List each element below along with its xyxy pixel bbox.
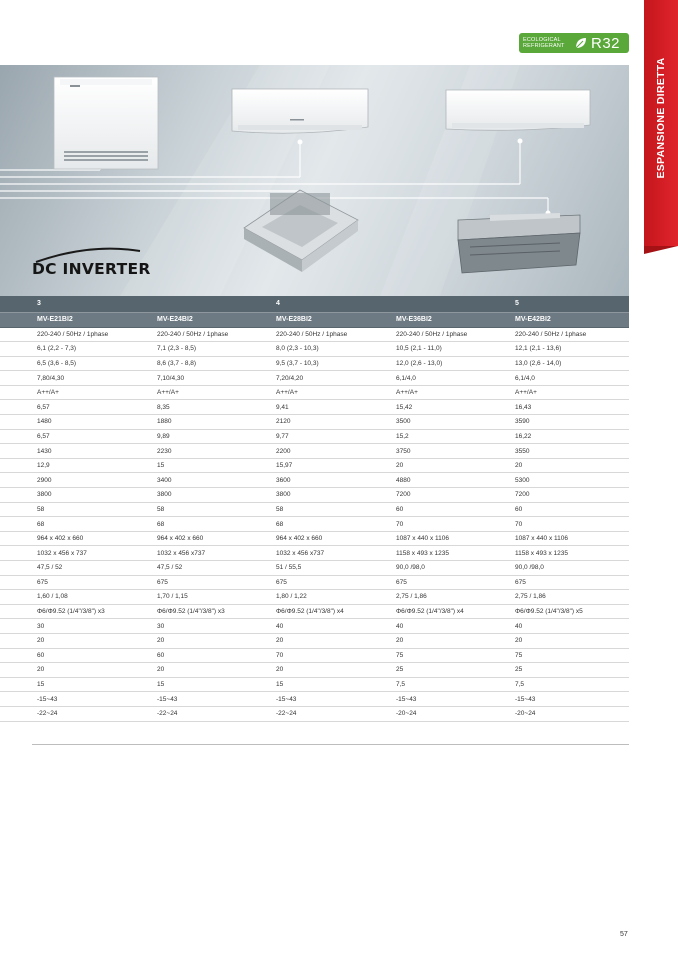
table-cell: 964 x 402 x 660 bbox=[239, 531, 359, 546]
table-cell: 964 x 402 x 660 bbox=[0, 531, 120, 546]
table-cell: 5 bbox=[478, 296, 629, 312]
table-cell: A++/A+ bbox=[359, 385, 478, 400]
eco-badge-line1: ECOLOGICAL bbox=[523, 37, 561, 43]
table-cell: A++/A+ bbox=[120, 385, 239, 400]
table-cell: 20 bbox=[239, 663, 359, 678]
table-cell: 2200 bbox=[239, 444, 359, 459]
specifications-table bbox=[0, 296, 629, 722]
table-cell: 1,60 / 1,08 bbox=[0, 590, 120, 605]
table-cell: 7,20/4,20 bbox=[239, 371, 359, 386]
dc-inverter-logo: DC INVERTER bbox=[32, 260, 151, 278]
eco-badge-line2: REFRIGERANT bbox=[523, 43, 565, 49]
table-cell: 8,6 (3,7 - 8,8) bbox=[120, 356, 239, 371]
table-cell: 90,0 /98,0 bbox=[359, 561, 478, 576]
table-bottom-rule bbox=[32, 744, 629, 745]
table-cell: Φ6/Φ9.52 (1/4"/3/8") x5 bbox=[478, 604, 629, 619]
table-row bbox=[0, 633, 629, 648]
table-row bbox=[0, 575, 629, 590]
table-cell: A++/A+ bbox=[478, 385, 629, 400]
table-cell: 10,5 (2,1 - 11,0) bbox=[359, 342, 478, 357]
table-cell: MV-E21BI2 bbox=[0, 312, 120, 327]
table-row bbox=[0, 356, 629, 371]
table-cell: 1,80 / 1,22 bbox=[239, 590, 359, 605]
table-cell: 47,5 / 52 bbox=[0, 561, 120, 576]
table-cell: A++/A+ bbox=[239, 385, 359, 400]
wall-unit-2 bbox=[446, 90, 590, 130]
table-cell: 3800 bbox=[0, 488, 120, 503]
table-cell: 2120 bbox=[239, 415, 359, 430]
table-cell: 7,10/4,30 bbox=[120, 371, 239, 386]
table-cell: Φ6/Φ9.52 (1/4"/3/8") x4 bbox=[239, 604, 359, 619]
table-cell: 7,5 bbox=[478, 677, 629, 692]
table-cell: -15~43 bbox=[359, 692, 478, 707]
table-cell: 15 bbox=[0, 677, 120, 692]
table-cell: 12,0 (2,6 - 13,0) bbox=[359, 356, 478, 371]
table-cell: 15,42 bbox=[359, 400, 478, 415]
table-row bbox=[0, 444, 629, 459]
table-cell: -15~43 bbox=[120, 692, 239, 707]
table-row bbox=[0, 648, 629, 663]
table-cell: MV-E36BI2 bbox=[359, 312, 478, 327]
table-cell: -22~24 bbox=[120, 706, 239, 721]
table-cell: 6,57 bbox=[0, 400, 120, 415]
table-row bbox=[0, 604, 629, 619]
table-cell: 15 bbox=[239, 677, 359, 692]
table-cell: 15 bbox=[120, 458, 239, 473]
ecological-refrigerant-badge bbox=[519, 33, 629, 53]
table-cell: 1480 bbox=[0, 415, 120, 430]
table-row bbox=[0, 561, 629, 576]
table-cell: 68 bbox=[120, 517, 239, 532]
table-cell: 9,77 bbox=[239, 429, 359, 444]
table-cell: 25 bbox=[359, 663, 478, 678]
table-cell: 6,1/4,0 bbox=[478, 371, 629, 386]
section-side-tab-label: ESPANSIONE DIRETTA bbox=[655, 57, 667, 179]
table-row bbox=[0, 371, 629, 386]
table-cell: 6,57 bbox=[0, 429, 120, 444]
table-cell: -15~43 bbox=[0, 692, 120, 707]
page-number: 57 bbox=[620, 931, 628, 938]
table-cell: 675 bbox=[478, 575, 629, 590]
table-cell: 4880 bbox=[359, 473, 478, 488]
wall-unit-1 bbox=[232, 89, 368, 133]
table-cell: 30 bbox=[0, 619, 120, 634]
table-cell: 60 bbox=[478, 502, 629, 517]
table-cell: 30 bbox=[120, 619, 239, 634]
table-cell: 675 bbox=[120, 575, 239, 590]
table-row bbox=[0, 342, 629, 357]
specifications-table-body bbox=[0, 296, 629, 721]
table-cell: 9,89 bbox=[120, 429, 239, 444]
table-cell: 20 bbox=[120, 633, 239, 648]
table-cell: 20 bbox=[239, 633, 359, 648]
table-cell: Φ6/Φ9.52 (1/4"/3/8") x3 bbox=[120, 604, 239, 619]
table-cell: 58 bbox=[120, 502, 239, 517]
table-cell: 6,5 (3,6 - 8,5) bbox=[0, 356, 120, 371]
table-row bbox=[0, 415, 629, 430]
table-cell: 3750 bbox=[359, 444, 478, 459]
table-cell: 8,35 bbox=[120, 400, 239, 415]
model-header-row bbox=[0, 312, 629, 327]
table-cell: 675 bbox=[239, 575, 359, 590]
table-row bbox=[0, 488, 629, 503]
table-row bbox=[0, 473, 629, 488]
table-cell: 20 bbox=[359, 633, 478, 648]
table-cell: 1158 x 493 x 1235 bbox=[359, 546, 478, 561]
refrigerant-label: R32 bbox=[591, 34, 621, 52]
table-cell: 3400 bbox=[120, 473, 239, 488]
table-cell: 90,0 /98,0 bbox=[478, 561, 629, 576]
table-cell: 2900 bbox=[0, 473, 120, 488]
table-cell: 12,1 (2,1 - 13,6) bbox=[478, 342, 629, 357]
table-cell: 75 bbox=[478, 648, 629, 663]
table-cell bbox=[120, 296, 239, 312]
table-cell: 20 bbox=[0, 663, 120, 678]
hero-product-image bbox=[0, 65, 629, 296]
table-cell: 675 bbox=[359, 575, 478, 590]
table-cell: 7,5 bbox=[359, 677, 478, 692]
table-cell: 3 bbox=[0, 296, 120, 312]
table-cell: 15,2 bbox=[359, 429, 478, 444]
table-cell: 13,0 (2,6 - 14,0) bbox=[478, 356, 629, 371]
table-cell: 6,1 (2,2 - 7,3) bbox=[0, 342, 120, 357]
table-row bbox=[0, 677, 629, 692]
table-cell: 70 bbox=[239, 648, 359, 663]
table-cell: 7200 bbox=[359, 488, 478, 503]
table-cell: 675 bbox=[0, 575, 120, 590]
table-cell: 58 bbox=[0, 502, 120, 517]
table-cell: -20~24 bbox=[359, 706, 478, 721]
table-row bbox=[0, 327, 629, 342]
table-cell: 2,75 / 1,86 bbox=[478, 590, 629, 605]
table-cell: 60 bbox=[120, 648, 239, 663]
table-row bbox=[0, 692, 629, 707]
table-cell: 15,97 bbox=[239, 458, 359, 473]
table-cell: 3800 bbox=[239, 488, 359, 503]
table-cell: Φ6/Φ9.52 (1/4"/3/8") x3 bbox=[0, 604, 120, 619]
table-row bbox=[0, 619, 629, 634]
table-cell: 20 bbox=[359, 458, 478, 473]
table-row bbox=[0, 385, 629, 400]
table-cell: 70 bbox=[359, 517, 478, 532]
table-cell: 40 bbox=[239, 619, 359, 634]
table-cell: 47,5 / 52 bbox=[120, 561, 239, 576]
table-cell: 964 x 402 x 660 bbox=[120, 531, 239, 546]
table-cell: 1,70 / 1,15 bbox=[120, 590, 239, 605]
table-cell: 3800 bbox=[120, 488, 239, 503]
table-cell: 220-240 / 50Hz / 1phase bbox=[478, 327, 629, 342]
table-cell: MV-E24BI2 bbox=[120, 312, 239, 327]
table-cell: A++/A+ bbox=[0, 385, 120, 400]
table-cell: 40 bbox=[478, 619, 629, 634]
table-cell: 220-240 / 50Hz / 1phase bbox=[0, 327, 120, 342]
table-cell: 3500 bbox=[359, 415, 478, 430]
table-cell: -15~43 bbox=[478, 692, 629, 707]
table-cell: MV-E28BI2 bbox=[239, 312, 359, 327]
leaf-icon bbox=[574, 36, 588, 50]
table-cell: 7200 bbox=[478, 488, 629, 503]
table-cell: 8,0 (2,3 - 10,3) bbox=[239, 342, 359, 357]
outdoor-unit-group-row bbox=[0, 296, 629, 312]
table-cell: 20 bbox=[120, 663, 239, 678]
table-cell: 7,80/4,30 bbox=[0, 371, 120, 386]
table-cell: 1158 x 493 x 1235 bbox=[478, 546, 629, 561]
table-row bbox=[0, 458, 629, 473]
table-cell: 16,22 bbox=[478, 429, 629, 444]
table-cell: 3590 bbox=[478, 415, 629, 430]
table-cell: 60 bbox=[359, 502, 478, 517]
table-cell: 1087 x 440 x 1106 bbox=[478, 531, 629, 546]
table-cell: 1430 bbox=[0, 444, 120, 459]
section-side-tab bbox=[644, 0, 678, 246]
table-cell: 9,41 bbox=[239, 400, 359, 415]
table-cell: -22~24 bbox=[0, 706, 120, 721]
table-cell: 15 bbox=[120, 677, 239, 692]
eco-badge-text bbox=[523, 37, 571, 49]
table-cell bbox=[359, 296, 478, 312]
table-cell: 70 bbox=[478, 517, 629, 532]
table-cell: 58 bbox=[239, 502, 359, 517]
table-cell: 7,1 (2,3 - 8,5) bbox=[120, 342, 239, 357]
table-cell: -20~24 bbox=[478, 706, 629, 721]
table-row bbox=[0, 502, 629, 517]
table-cell: 68 bbox=[0, 517, 120, 532]
ducted-unit bbox=[458, 213, 580, 273]
table-cell: 40 bbox=[359, 619, 478, 634]
table-row bbox=[0, 590, 629, 605]
table-cell: 220-240 / 50Hz / 1phase bbox=[120, 327, 239, 342]
table-cell: 3600 bbox=[239, 473, 359, 488]
table-cell: 1032 x 456 x737 bbox=[239, 546, 359, 561]
table-cell: MV-E42BI2 bbox=[478, 312, 629, 327]
table-cell: 3550 bbox=[478, 444, 629, 459]
table-cell: 1087 x 440 x 1106 bbox=[359, 531, 478, 546]
table-cell: 5300 bbox=[478, 473, 629, 488]
table-row bbox=[0, 546, 629, 561]
table-cell: 220-240 / 50Hz / 1phase bbox=[239, 327, 359, 342]
table-cell: 75 bbox=[359, 648, 478, 663]
table-cell: 20 bbox=[0, 633, 120, 648]
table-cell: 2230 bbox=[120, 444, 239, 459]
table-cell: 1032 x 456 x737 bbox=[120, 546, 239, 561]
table-cell: 6,1/4,0 bbox=[359, 371, 478, 386]
table-cell: 4 bbox=[239, 296, 359, 312]
table-row bbox=[0, 531, 629, 546]
table-cell: 20 bbox=[478, 633, 629, 648]
table-cell: -22~24 bbox=[239, 706, 359, 721]
table-cell: 60 bbox=[0, 648, 120, 663]
console-unit bbox=[54, 77, 158, 169]
table-row bbox=[0, 663, 629, 678]
table-cell: Φ6/Φ9.52 (1/4"/3/8") x4 bbox=[359, 604, 478, 619]
table-cell: 25 bbox=[478, 663, 629, 678]
table-cell: 20 bbox=[478, 458, 629, 473]
table-row bbox=[0, 429, 629, 444]
table-cell: 68 bbox=[239, 517, 359, 532]
table-cell: 51 / 55,5 bbox=[239, 561, 359, 576]
table-cell: 220-240 / 50Hz / 1phase bbox=[359, 327, 478, 342]
table-cell: 1032 x 456 x 737 bbox=[0, 546, 120, 561]
table-row bbox=[0, 517, 629, 532]
table-cell: 2,75 / 1,86 bbox=[359, 590, 478, 605]
table-row bbox=[0, 706, 629, 721]
table-cell: -15~43 bbox=[239, 692, 359, 707]
table-cell: 9,5 (3,7 - 10,3) bbox=[239, 356, 359, 371]
table-row bbox=[0, 400, 629, 415]
table-cell: 16,43 bbox=[478, 400, 629, 415]
table-cell: 12,9 bbox=[0, 458, 120, 473]
table-cell: 1880 bbox=[120, 415, 239, 430]
